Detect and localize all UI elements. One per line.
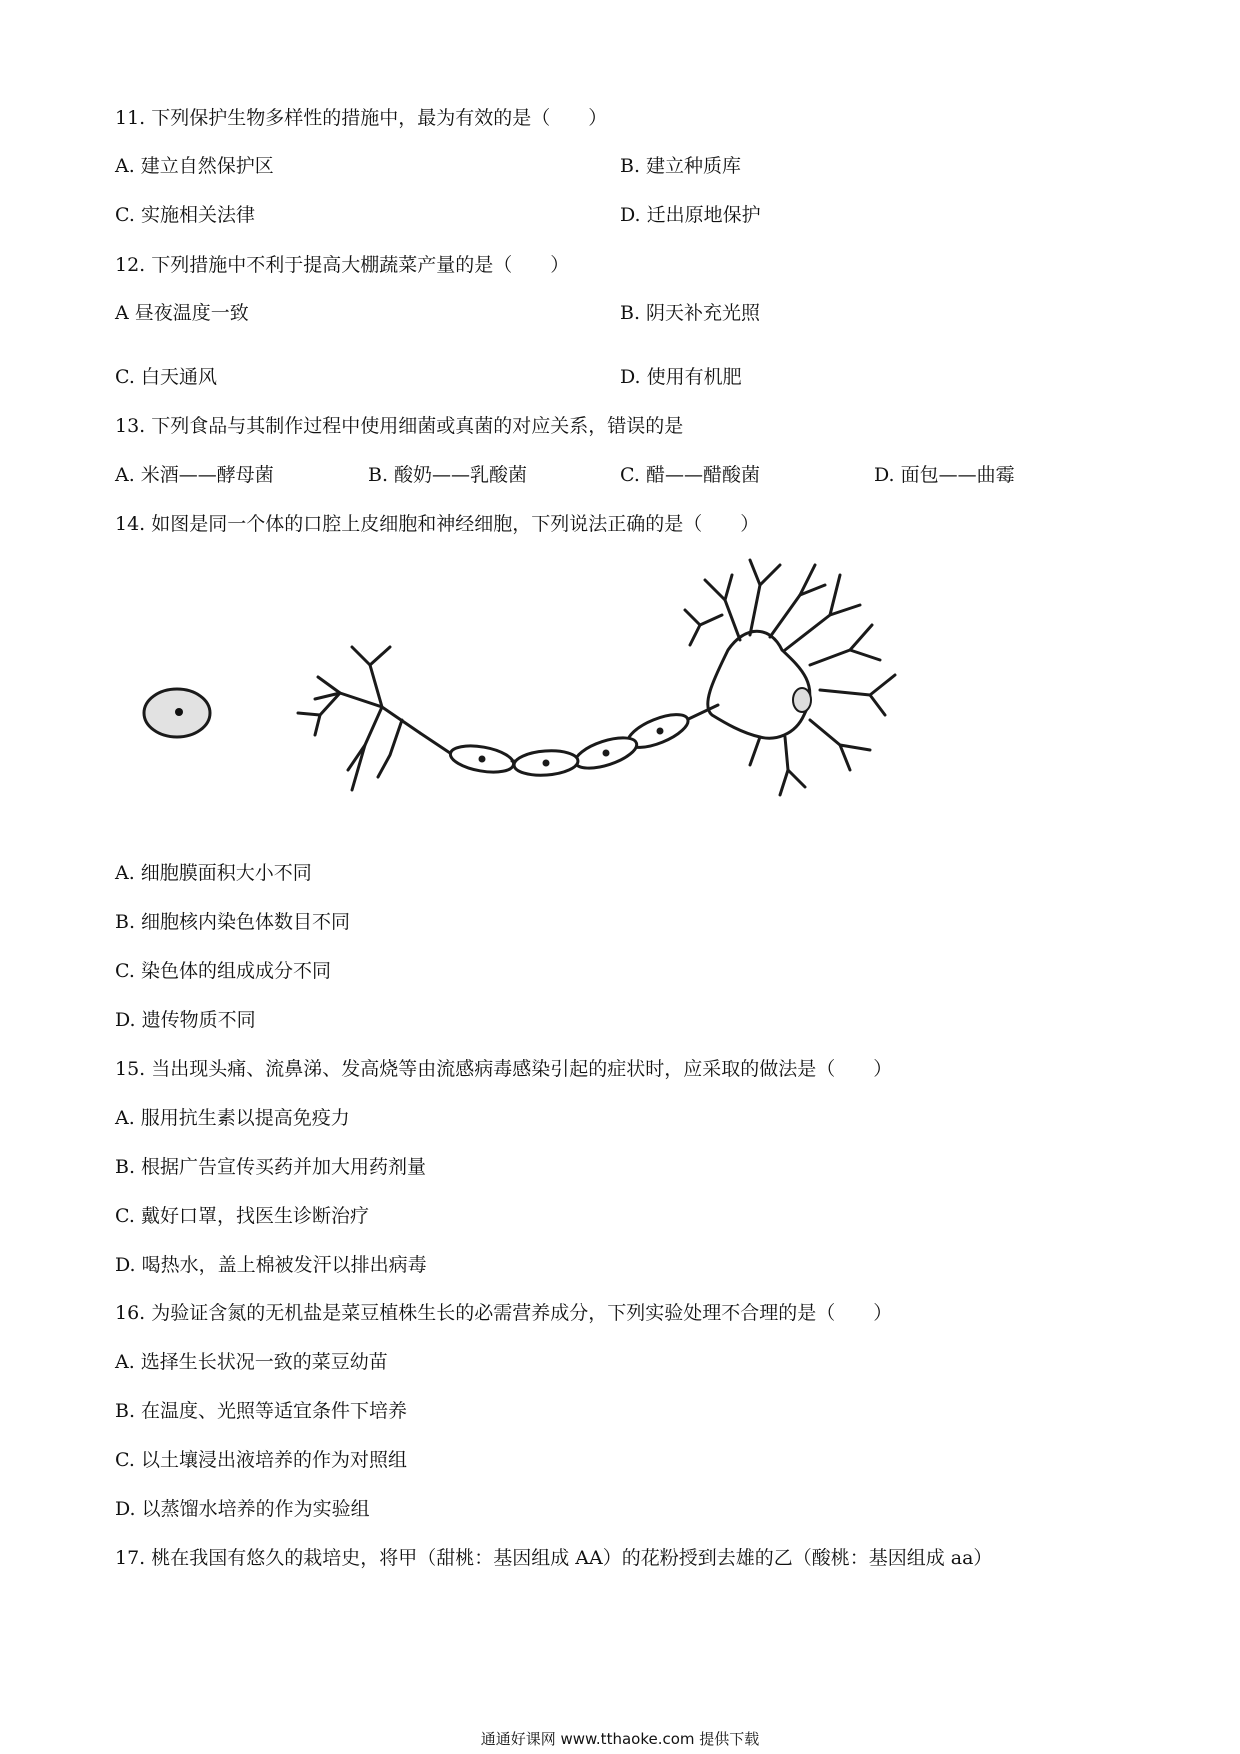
question-14-option-a: A. 细胞膜面积大小不同 [115,862,312,884]
question-13-stem: 13. 下列食品与其制作过程中使用细菌或真菌的对应关系，错误的是 [115,415,684,437]
question-11-stem: 11. 下列保护生物多样性的措施中，最为有效的是（ ） [115,107,608,129]
question-15-option-b: B. 根据广告宣传买药并加大用药剂量 [115,1156,427,1178]
question-11-option-d: D. 迁出原地保护 [620,204,761,226]
question-13-option-b: B. 酸奶——乳酸菌 [368,464,528,486]
question-15-option-c: C. 戴好口罩，找医生诊断治疗 [115,1205,369,1227]
question-14-option-d: D. 遗传物质不同 [115,1009,256,1031]
question-15-option-d: D. 喝热水，盖上棉被发汗以排出病毒 [115,1254,427,1276]
epithelial-cell-illustration [144,689,210,737]
question-13-option-c: C. 醋——醋酸菌 [620,464,760,486]
question-12-option-a: A 昼夜温度一致 [115,302,249,324]
neuron-illustration [298,560,895,795]
question-13-option-d: D. 面包——曲霉 [874,464,1015,486]
question-12-stem: 12. 下列措施中不利于提高大棚蔬菜产量的是（ ） [115,254,570,276]
question-14-option-b: B. 细胞核内染色体数目不同 [115,911,351,933]
question-17-stem: 17. 桃在我国有悠久的栽培史，将甲（甜桃：基因组成 AA）的花粉授到去雄的乙（酸桃：基因组成 aa） [115,1547,993,1569]
question-14-stem: 14. 如图是同一个体的口腔上皮细胞和神经细胞，下列说法正确的是（ ） [115,513,760,535]
question-15-option-a: A. 服用抗生素以提高免疫力 [115,1107,350,1129]
question-12-option-b: B. 阴天补充光照 [620,302,761,324]
question-11-option-a: A. 建立自然保护区 [115,155,274,177]
question-16-option-d: D. 以蒸馏水培养的作为实验组 [115,1498,370,1520]
question-12-option-d: D. 使用有机肥 [620,366,742,388]
question-16-option-a: A. 选择生长状况一致的菜豆幼苗 [115,1351,388,1373]
cell-figure [120,555,940,815]
question-13-option-a: A. 米酒——酵母菌 [115,464,274,486]
question-16-option-c: C. 以土壤浸出液培养的作为对照组 [115,1449,407,1471]
question-11-option-c: C. 实施相关法律 [115,204,255,226]
question-11-option-b: B. 建立种质库 [620,155,742,177]
question-16-stem: 16. 为验证含氮的无机盐是菜豆植株生长的必需营养成分，下列实验处理不合理的是（ ） [115,1302,893,1324]
page-footer: 通通好课网 www.tthaoke.com 提供下载 [480,1730,760,1748]
question-14-option-c: C. 染色体的组成成分不同 [115,960,331,982]
question-12-option-c: C. 白天通风 [115,366,217,388]
question-16-option-b: B. 在温度、光照等适宜条件下培养 [115,1400,408,1422]
question-15-stem: 15. 当出现头痛、流鼻涕、发高烧等由流感病毒感染引起的症状时，应采取的做法是（ ） [115,1058,893,1080]
